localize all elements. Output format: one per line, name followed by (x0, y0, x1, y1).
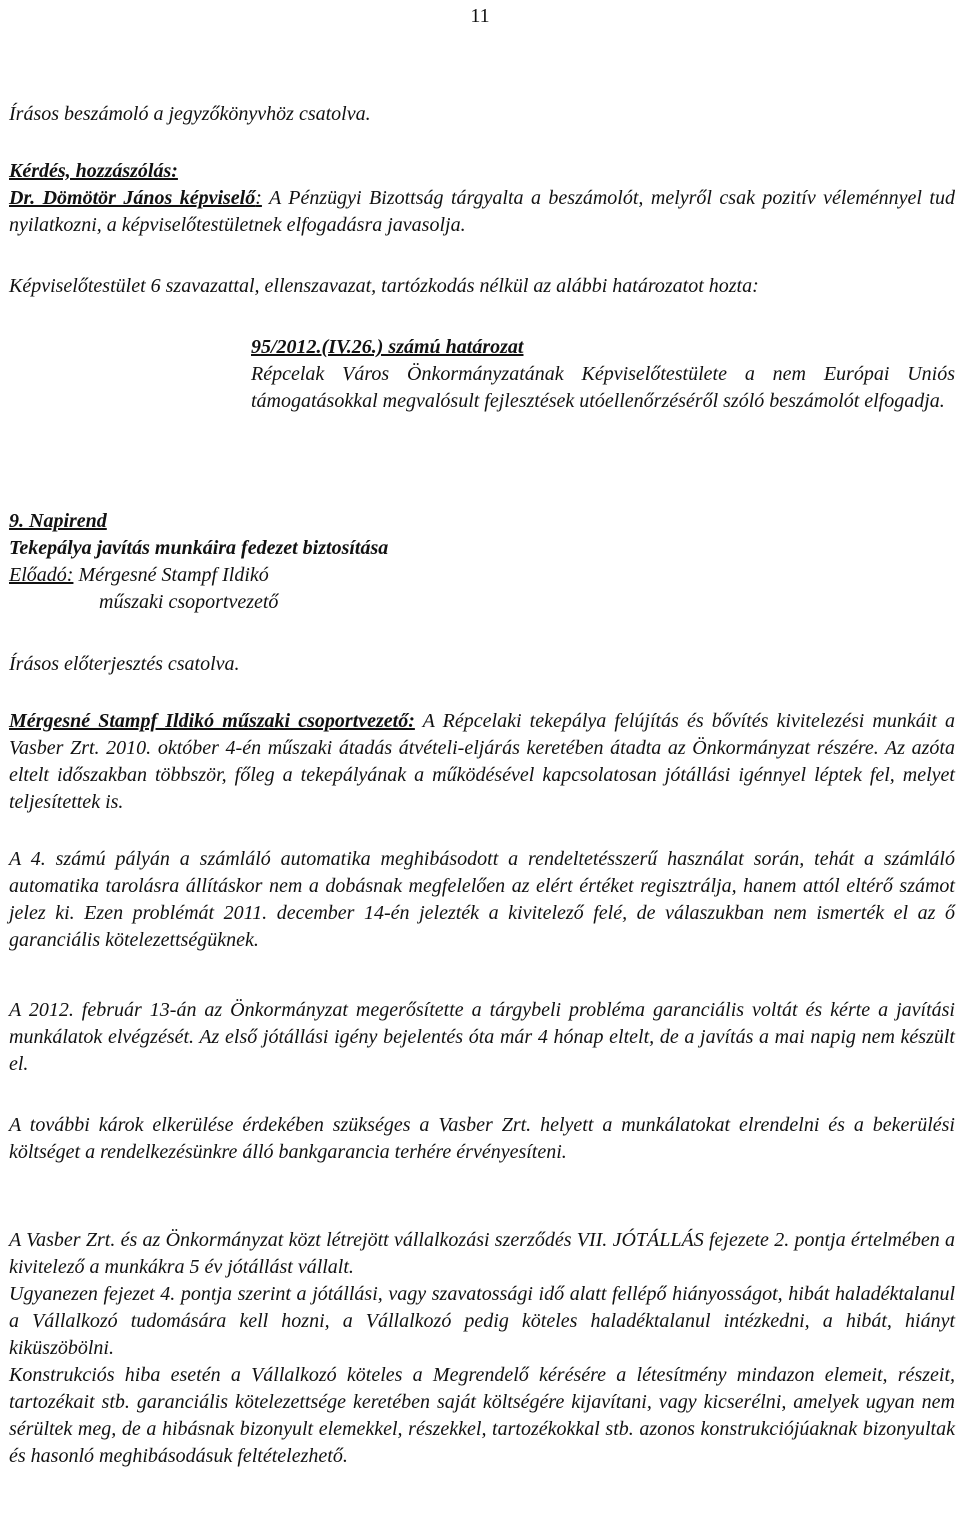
paragraph-further-damages: A további károk elkerülése érdekében szükséges a Vasber Zrt. helyett a munkálatokat elrendelni és a bekerülési költséget a rendelkezésünkre álló bankgarancia terhére érvényesíteni. (9, 1114, 955, 1163)
resolution-block (9, 334, 955, 415)
speaker-name: Dr. Dömötör János képviselő (9, 187, 256, 209)
comment-text: A Pénzügyi Bizottság tárgyalta a beszámolót, melyről csak pozitív véleménnyel tud nyilatkozni, a képviselőtestületnek elfogadásra javasolja. (9, 187, 955, 236)
resolution-text: Répcelak Város Önkormányzatának Képviselőtestülete a nem Európai Uniós támogatásokkal megvalósult fejlesztések utóellenőrzéséről szóló beszámolót elfogadja. (251, 363, 955, 412)
contract-construction-text: Konstrukciós hiba esetén a Vállalkozó köteles a Megrendelő kérésére a létesítmény mindazon elemeit, részeit, tartozékait stb. garanciális kötelezettsége keretében saját költségére kijavítani, vagy kicserélni, amelyek ugyan nem sérültek meg, de a hibásnak bizonyult elemekkel, részekkel, tartozékokkal stb. azonos konstrukciójúaknak bizonyultak és hasonló meghibásodásuk feltételezhető. (9, 1364, 955, 1467)
resolution-title: 95/2012.(IV.26.) számú határozat (251, 336, 524, 358)
contract-paragraph (9, 1227, 955, 1470)
presenter-line (9, 562, 955, 589)
agenda-block (9, 508, 955, 616)
paragraph-lane-4: A 4. számú pályán a számláló automatika meghibásodott a rendeltetésszerű használat során, tehát a számláló automatika tarolásra állításkor nem a dobásnak megfelelően az elért értéket regisztrálja, hanem attól eltérő számot jelez ki. Ezen problémát 2011. december 14-én jelezték a kivitelező felé, de válaszukban nem ismerték el az ő garanciális kötelezettségüknek. (9, 848, 955, 951)
agenda-title: Tekepálya javítás munkáira fedezet biztosítása (9, 537, 389, 559)
report-text: A Répcelaki tekepálya felújítás és bővítés kivitelezési munkáit a Vasber Zrt. 2010. október 4-én műszaki átadás átvételi-eljárás keretében átadta az Önkormányzat részére. Az azóta eltelt időszakban többször, főleg a tekepályának a működésével kapcsolatosan jótállási igénnyel léptek fel, melyet teljesítettek is. (9, 710, 955, 813)
speaker-colon: : (255, 187, 262, 209)
proposal-note: Írásos előterjesztés csatolva. (9, 653, 240, 675)
page-number: 11 (470, 5, 490, 27)
attachment-note: Írásos beszámoló a jegyzőkönyvhöz csatolva. (9, 103, 371, 125)
presenter-role: műszaki csoportvezető (99, 591, 279, 613)
questions-heading: Kérdés, hozzászólás: (9, 160, 178, 182)
report-speaker: Mérgesné Stampf Ildikó műszaki csoportvezető: (9, 710, 415, 732)
contract-defects-text: Ugyanezen fejezet 4. pontja szerint a jótállási, vagy szavatossági idő alatt fellépő hiányosságot, hibát haladéktalanul a Vállalkozó tudomására kell hozni, a Vállalkozó pedig köteles haladéktalanul intézkedni, a hibát, hiányt kiküszöbölni. (9, 1283, 955, 1359)
paragraph-february-2012: A 2012. február 13-án az Önkormányzat megerősítette a tárgybeli probléma garanciális voltát és kérte a javítási munkálatok elvégzését. Az első jótállási igény bejelentés óta már 4 hónap eltelt, de a javítás a mai napig nem készült el. (9, 999, 955, 1075)
agenda-number: 9. Napirend (9, 510, 107, 532)
speaker-comment (9, 187, 955, 236)
presenter-report (9, 708, 955, 816)
presenter-name: Mérgesné Stampf Ildikó (73, 564, 269, 586)
questions-section (9, 158, 955, 239)
contract-warranty-text: A Vasber Zrt. és az Önkormányzat közt létrejött vállalkozási szerződés VII. JÓTÁLLÁS fejezete 2. pontja értelmében a kivitelező a munkákra 5 év jótállást vállalt. (9, 1229, 955, 1278)
presenter-label: Előadó: (9, 564, 74, 586)
vote-statement: Képviselőtestület 6 szavazattal, ellenszavazat, tartózkodás nélkül az alábbi határozatot hozta: (9, 275, 759, 297)
